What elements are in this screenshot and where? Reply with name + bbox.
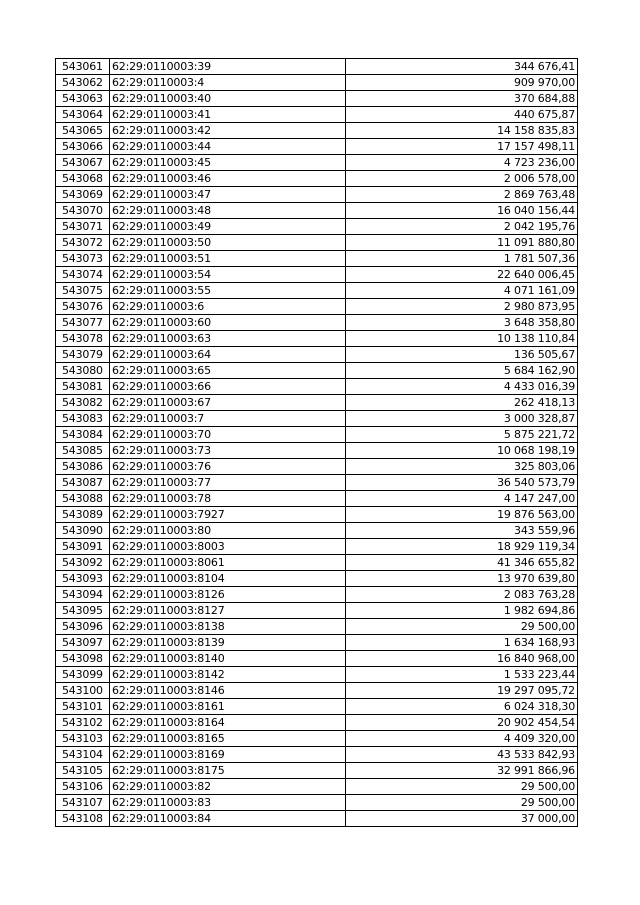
cadastral-number-cell: 62:29:0110003:70: [110, 427, 346, 443]
table-row: [56, 747, 578, 763]
table-row: [56, 779, 578, 795]
row-number-cell: 543080: [56, 363, 110, 379]
row-number-cell: 543098: [56, 651, 110, 667]
row-number-cell: 543073: [56, 251, 110, 267]
cadastral-value-cell: 10 138 110,84: [346, 331, 578, 347]
cadastral-value-cell: 2 006 578,00: [346, 171, 578, 187]
row-number-cell: 543074: [56, 267, 110, 283]
cadastral-value-cell: 136 505,67: [346, 347, 578, 363]
cadastral-value-cell: 29 500,00: [346, 795, 578, 811]
cadastral-number-cell: 62:29:0110003:8142: [110, 667, 346, 683]
table-row: [56, 267, 578, 283]
row-number-cell: 543072: [56, 235, 110, 251]
cadastral-number-cell: 62:29:0110003:50: [110, 235, 346, 251]
row-number-cell: 543083: [56, 411, 110, 427]
cadastral-number-cell: 62:29:0110003:49: [110, 219, 346, 235]
cadastral-number-cell: 62:29:0110003:54: [110, 267, 346, 283]
cadastral-number-cell: 62:29:0110003:8126: [110, 587, 346, 603]
row-number-cell: 543071: [56, 219, 110, 235]
cadastral-value-cell: 19 876 563,00: [346, 507, 578, 523]
row-number-cell: 543078: [56, 331, 110, 347]
row-number-cell: 543094: [56, 587, 110, 603]
cadastral-number-cell: 62:29:0110003:63: [110, 331, 346, 347]
row-number-cell: 543085: [56, 443, 110, 459]
cadastral-number-cell: 62:29:0110003:8164: [110, 715, 346, 731]
cadastral-value-cell: 1 982 694,86: [346, 603, 578, 619]
row-number-cell: 543104: [56, 747, 110, 763]
cadastral-number-cell: 62:29:0110003:7: [110, 411, 346, 427]
cadastral-value-cell: 2 980 873,95: [346, 299, 578, 315]
cadastral-number-cell: 62:29:0110003:8175: [110, 763, 346, 779]
row-number-cell: 543075: [56, 283, 110, 299]
table-row: [56, 411, 578, 427]
row-number-cell: 543067: [56, 155, 110, 171]
table-row: [56, 395, 578, 411]
row-number-cell: 543097: [56, 635, 110, 651]
row-number-cell: 543076: [56, 299, 110, 315]
cadastral-value-cell: 909 970,00: [346, 75, 578, 91]
cadastral-number-cell: 62:29:0110003:65: [110, 363, 346, 379]
cadastral-number-cell: 62:29:0110003:66: [110, 379, 346, 395]
table-row: [56, 763, 578, 779]
table-row: [56, 699, 578, 715]
row-number-cell: 543107: [56, 795, 110, 811]
table-row: [56, 459, 578, 475]
row-number-cell: 543062: [56, 75, 110, 91]
table-row: [56, 683, 578, 699]
cadastral-number-cell: 62:29:0110003:47: [110, 187, 346, 203]
cadastral-number-cell: 62:29:0110003:67: [110, 395, 346, 411]
table-row: [56, 171, 578, 187]
cadastral-value-cell: 41 346 655,82: [346, 555, 578, 571]
row-number-cell: 543086: [56, 459, 110, 475]
cadastral-number-cell: 62:29:0110003:60: [110, 315, 346, 331]
row-number-cell: 543090: [56, 523, 110, 539]
row-number-cell: 543088: [56, 491, 110, 507]
row-number-cell: 543064: [56, 107, 110, 123]
cadastral-value-cell: 344 676,41: [346, 59, 578, 75]
cadastral-value-cell: 36 540 573,79: [346, 475, 578, 491]
cadastral-number-cell: 62:29:0110003:8138: [110, 619, 346, 635]
row-number-cell: 543077: [56, 315, 110, 331]
row-number-cell: 543103: [56, 731, 110, 747]
cadastral-number-cell: 62:29:0110003:8165: [110, 731, 346, 747]
row-number-cell: 543081: [56, 379, 110, 395]
cadastral-value-cell: 1 781 507,36: [346, 251, 578, 267]
cadastral-number-cell: 62:29:0110003:84: [110, 811, 346, 827]
cadastral-value-cell: 440 675,87: [346, 107, 578, 123]
cadastral-value-cell: 325 803,06: [346, 459, 578, 475]
table-row: [56, 795, 578, 811]
cadastral-number-cell: 62:29:0110003:8139: [110, 635, 346, 651]
cadastral-value-cell: 16 840 968,00: [346, 651, 578, 667]
row-number-cell: 543069: [56, 187, 110, 203]
row-number-cell: 543084: [56, 427, 110, 443]
cadastral-value-cell: 4 723 236,00: [346, 155, 578, 171]
table-row: [56, 571, 578, 587]
cadastral-number-cell: 62:29:0110003:51: [110, 251, 346, 267]
row-number-cell: 543099: [56, 667, 110, 683]
cadastral-value-cell: 17 157 498,11: [346, 139, 578, 155]
table-row: [56, 75, 578, 91]
table-row: [56, 555, 578, 571]
cadastral-number-cell: 62:29:0110003:8003: [110, 539, 346, 555]
row-number-cell: 543065: [56, 123, 110, 139]
row-number-cell: 543100: [56, 683, 110, 699]
cadastral-value-cell: 29 500,00: [346, 619, 578, 635]
cadastral-value-cell: 343 559,96: [346, 523, 578, 539]
cadastral-number-cell: 62:29:0110003:78: [110, 491, 346, 507]
table-row: [56, 443, 578, 459]
table-row: [56, 251, 578, 267]
cadastral-value-table: [55, 58, 578, 827]
cadastral-number-cell: 62:29:0110003:8127: [110, 603, 346, 619]
row-number-cell: 543105: [56, 763, 110, 779]
cadastral-value-cell: 18 929 119,34: [346, 539, 578, 555]
cadastral-value-cell: 29 500,00: [346, 779, 578, 795]
row-number-cell: 543106: [56, 779, 110, 795]
cadastral-value-cell: 11 091 880,80: [346, 235, 578, 251]
cadastral-value-cell: 22 640 006,45: [346, 267, 578, 283]
cadastral-number-cell: 62:29:0110003:8104: [110, 571, 346, 587]
table-body: [56, 59, 578, 827]
cadastral-number-cell: 62:29:0110003:8146: [110, 683, 346, 699]
cadastral-number-cell: 62:29:0110003:39: [110, 59, 346, 75]
cadastral-value-cell: 14 158 835,83: [346, 123, 578, 139]
table-row: [56, 347, 578, 363]
row-number-cell: 543079: [56, 347, 110, 363]
row-number-cell: 543063: [56, 91, 110, 107]
cadastral-number-cell: 62:29:0110003:55: [110, 283, 346, 299]
table-row: [56, 427, 578, 443]
table-row: [56, 475, 578, 491]
row-number-cell: 543096: [56, 619, 110, 635]
table-row: [56, 187, 578, 203]
table-row: [56, 523, 578, 539]
row-number-cell: 543082: [56, 395, 110, 411]
row-number-cell: 543095: [56, 603, 110, 619]
cadastral-number-cell: 62:29:0110003:41: [110, 107, 346, 123]
cadastral-number-cell: 62:29:0110003:8061: [110, 555, 346, 571]
table-row: [56, 603, 578, 619]
cadastral-value-cell: 1 533 223,44: [346, 667, 578, 683]
table-row: [56, 619, 578, 635]
cadastral-number-cell: 62:29:0110003:64: [110, 347, 346, 363]
cadastral-value-cell: 2 042 195,76: [346, 219, 578, 235]
cadastral-value-cell: 10 068 198,19: [346, 443, 578, 459]
row-number-cell: 543061: [56, 59, 110, 75]
cadastral-value-cell: 32 991 866,96: [346, 763, 578, 779]
table-row: [56, 587, 578, 603]
cadastral-value-cell: 4 409 320,00: [346, 731, 578, 747]
cadastral-number-cell: 62:29:0110003:48: [110, 203, 346, 219]
table-row: [56, 123, 578, 139]
cadastral-value-cell: 4 433 016,39: [346, 379, 578, 395]
row-number-cell: 543066: [56, 139, 110, 155]
cadastral-value-cell: 3 648 358,80: [346, 315, 578, 331]
cadastral-value-cell: 1 634 168,93: [346, 635, 578, 651]
table-row: [56, 651, 578, 667]
row-number-cell: 543093: [56, 571, 110, 587]
table-row: [56, 491, 578, 507]
cadastral-number-cell: 62:29:0110003:8169: [110, 747, 346, 763]
table-row: [56, 811, 578, 827]
cadastral-value-cell: 20 902 454,54: [346, 715, 578, 731]
cadastral-number-cell: 62:29:0110003:77: [110, 475, 346, 491]
table-row: [56, 379, 578, 395]
cadastral-number-cell: 62:29:0110003:83: [110, 795, 346, 811]
row-number-cell: 543092: [56, 555, 110, 571]
row-number-cell: 543102: [56, 715, 110, 731]
cadastral-value-cell: 370 684,88: [346, 91, 578, 107]
table-row: [56, 315, 578, 331]
table-row: [56, 715, 578, 731]
cadastral-number-cell: 62:29:0110003:73: [110, 443, 346, 459]
cadastral-value-cell: 37 000,00: [346, 811, 578, 827]
cadastral-value-cell: 3 000 328,87: [346, 411, 578, 427]
table-row: [56, 107, 578, 123]
cadastral-value-cell: 6 024 318,30: [346, 699, 578, 715]
table-row: [56, 283, 578, 299]
table-row: [56, 667, 578, 683]
cadastral-number-cell: 62:29:0110003:44: [110, 139, 346, 155]
row-number-cell: 543101: [56, 699, 110, 715]
table-row: [56, 219, 578, 235]
row-number-cell: 543070: [56, 203, 110, 219]
cadastral-number-cell: 62:29:0110003:76: [110, 459, 346, 475]
table-row: [56, 235, 578, 251]
cadastral-value-cell: 43 533 842,93: [346, 747, 578, 763]
cadastral-value-cell: 4 071 161,09: [346, 283, 578, 299]
table-row: [56, 155, 578, 171]
table-row: [56, 731, 578, 747]
cadastral-number-cell: 62:29:0110003:6: [110, 299, 346, 315]
cadastral-number-cell: 62:29:0110003:45: [110, 155, 346, 171]
table-row: [56, 507, 578, 523]
cadastral-number-cell: 62:29:0110003:42: [110, 123, 346, 139]
row-number-cell: 543091: [56, 539, 110, 555]
table-row: [56, 91, 578, 107]
row-number-cell: 543087: [56, 475, 110, 491]
cadastral-value-cell: 5 684 162,90: [346, 363, 578, 379]
cadastral-value-cell: 19 297 095,72: [346, 683, 578, 699]
cadastral-number-cell: 62:29:0110003:7927: [110, 507, 346, 523]
cadastral-value-cell: 262 418,13: [346, 395, 578, 411]
cadastral-value-cell: 5 875 221,72: [346, 427, 578, 443]
cadastral-value-cell: 2 869 763,48: [346, 187, 578, 203]
cadastral-value-cell: 2 083 763,28: [346, 587, 578, 603]
cadastral-number-cell: 62:29:0110003:46: [110, 171, 346, 187]
table-row: [56, 635, 578, 651]
table-row: [56, 539, 578, 555]
cadastral-number-cell: 62:29:0110003:8161: [110, 699, 346, 715]
table-row: [56, 139, 578, 155]
cadastral-number-cell: 62:29:0110003:80: [110, 523, 346, 539]
cadastral-value-cell: 4 147 247,00: [346, 491, 578, 507]
table-row: [56, 59, 578, 75]
row-number-cell: 543108: [56, 811, 110, 827]
table-row: [56, 203, 578, 219]
table-row: [56, 299, 578, 315]
table-row: [56, 331, 578, 347]
cadastral-value-cell: 13 970 639,80: [346, 571, 578, 587]
cadastral-number-cell: 62:29:0110003:82: [110, 779, 346, 795]
row-number-cell: 543068: [56, 171, 110, 187]
cadastral-number-cell: 62:29:0110003:4: [110, 75, 346, 91]
row-number-cell: 543089: [56, 507, 110, 523]
cadastral-number-cell: 62:29:0110003:40: [110, 91, 346, 107]
cadastral-number-cell: 62:29:0110003:8140: [110, 651, 346, 667]
table-row: [56, 363, 578, 379]
cadastral-value-cell: 16 040 156,44: [346, 203, 578, 219]
